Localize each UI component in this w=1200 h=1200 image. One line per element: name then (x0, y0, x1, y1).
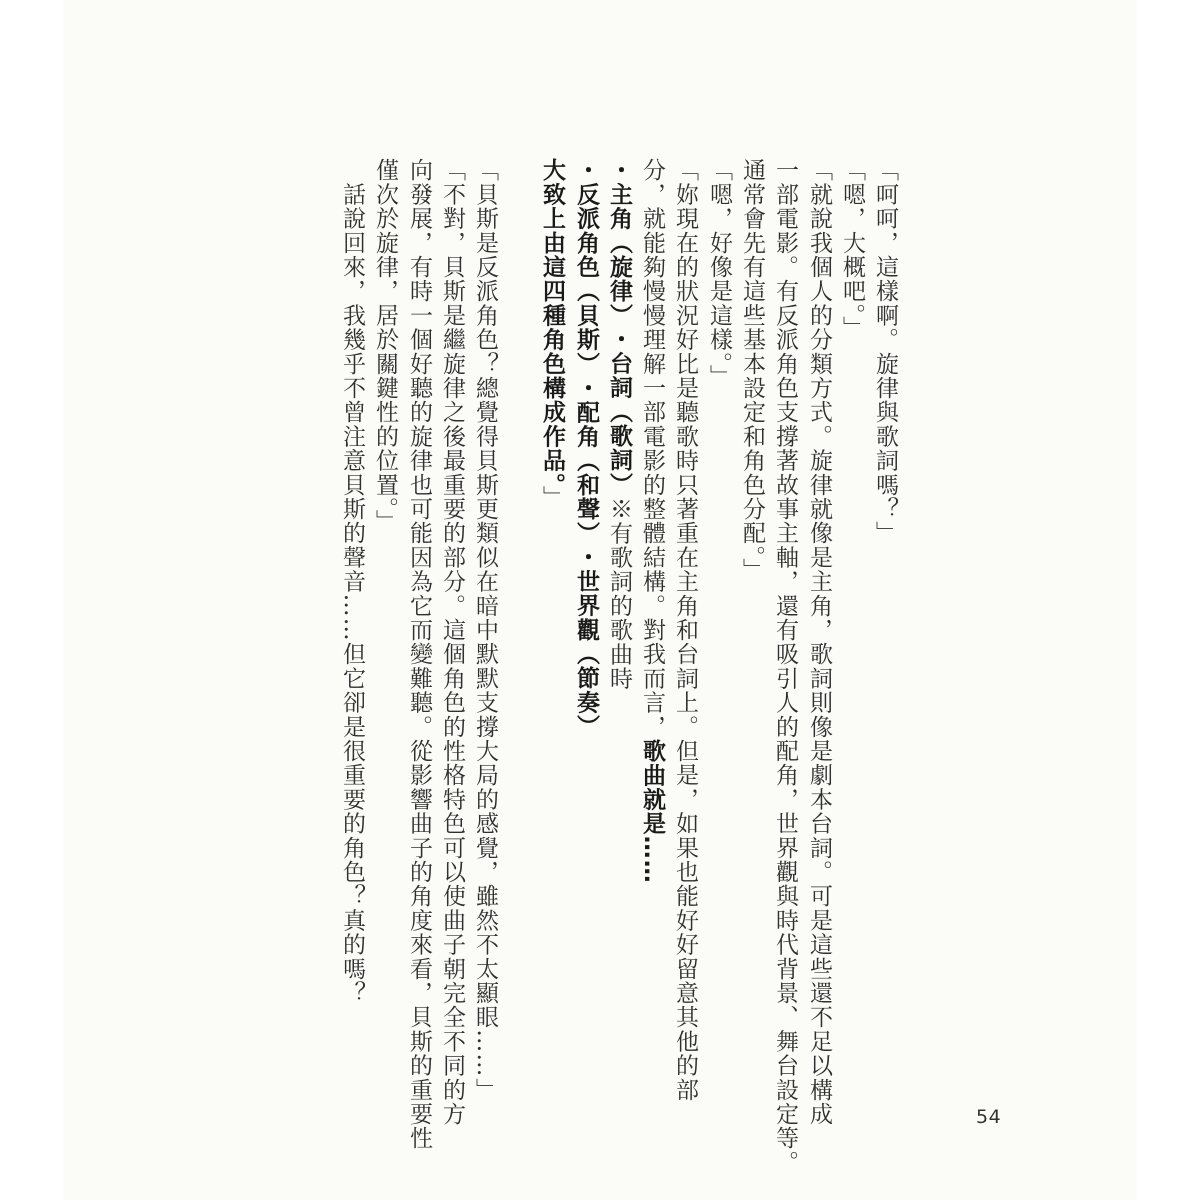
text-line-11 (540, 158, 563, 510)
text-line-4: 一部電影。有反派角色支撐著故事主軸，還有吸引人的配角，世界觀與時代背景、舞台設定等。 (772, 158, 798, 1175)
text-line-8-emphasis: 歌曲就是…… (639, 738, 665, 885)
role-item-lyrics: ・台詞（歌詞） (606, 327, 632, 497)
text-line-8-body: 分，就能夠慢慢理解一部電影的整體結構。對我而言， (639, 158, 665, 739)
role-item-rhythm: ・世界觀（節奏） (573, 545, 599, 739)
text-line-12: 「貝斯是反派角色？總覺得貝斯更類似在暗中默默支撐大局的感覺，雖然不太顯眼……」 (472, 158, 498, 1102)
role-item-lyrics-note: ※有歌詞的歌曲時 (606, 496, 632, 691)
text-line-16: 話說回來，我幾乎不曾注意貝斯的聲音……但它卻是很重要的角色？真的嗎？ (339, 158, 365, 1005)
text-line-3: 「就說我個人的分類方式。旋律就像是主角，歌詞則像是劇本台詞。可是這些還不足以構成 (806, 158, 832, 1126)
page-number: 54 (976, 1106, 1002, 1128)
text-line-1: 「呵呵，這樣啊。旋律與歌詞嗎？」 (872, 158, 898, 546)
text-line-15: 僅次於旋律，居於關鍵性的位置。」 (372, 158, 398, 534)
role-list-line-2 (574, 158, 625, 739)
text-line-6: 「嗯，好像是這樣。」 (706, 158, 732, 389)
text-line-11-close-quote: 」 (539, 485, 565, 510)
book-page (64, 0, 1136, 1200)
text-line-11-emphasis: 大致上由這四種角色構成作品。 (539, 158, 565, 486)
text-line-14: 向發展，有時一個好聽的旋律也可能因為它而變難聽。從影響曲子的角度來看，貝斯的重要性 (406, 158, 432, 1151)
text-line-2: 「嗯，大概吧。」 (839, 158, 865, 341)
text-line-5: 通常會先有這些基本設定和角色分配。」 (739, 158, 765, 583)
role-item-bass: ・反派角色（貝斯） (573, 158, 599, 376)
text-line-13: 「不對，貝斯是繼旋律之後最重要的部分。這個角色的性格特色可以使曲子朝完全不同的方 (439, 158, 465, 1126)
role-item-melody: ・主角（旋律） (606, 158, 632, 328)
text-line-7: 「妳現在的狀況好比是聽歌時只著重在主角和台詞上。但是，如果也能好好留意其他的部 (672, 158, 698, 1102)
role-item-harmony: ・配角（和聲） (573, 375, 599, 546)
